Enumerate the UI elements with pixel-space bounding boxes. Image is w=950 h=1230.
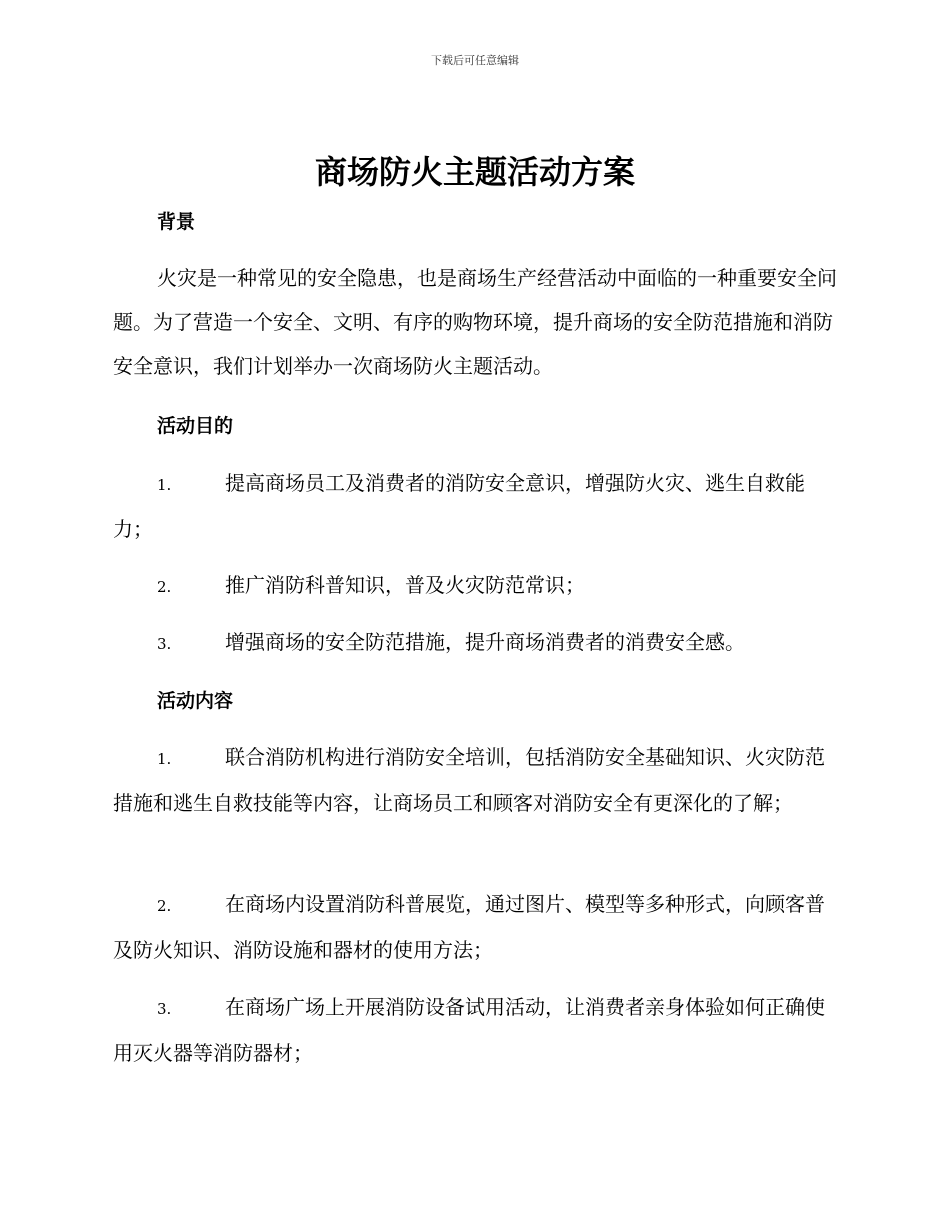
content-item-text: 联合消防机构进行消防安全培训，包括消防安全基础知识、火灾防范措施和逃生自救技能等内容，让商场员工和顾客对消防安全有更深化的了解；	[113, 745, 825, 815]
background-paragraph-block	[113, 256, 837, 388]
content-item-text: 在商场内设置消防科普展览，通过图片、模型等多种形式，向顾客普及防火知识、消防设施和器材的使用方法；	[113, 892, 825, 962]
content-item-number: 2.	[157, 897, 172, 915]
purpose-item-number: 1.	[157, 476, 172, 494]
purpose-item-text: 增强商场的安全防范措施，提升商场消费者的消费安全感。	[225, 630, 745, 654]
document-title: 商场防火主题活动方案	[314, 153, 635, 191]
content-item-number: 1.	[157, 750, 172, 768]
purpose-item-number: 3.	[157, 635, 172, 653]
content-item-text: 在商场广场上开展消防设备试用活动，让消费者亲身体验如何正确使用灭火器等消防器材；	[113, 995, 825, 1065]
purpose-item	[113, 461, 837, 551]
background-paragraph: 火灾是一种常见的安全隐患，也是商场生产经营活动中面临的一种重要安全问题。为了营造一个安全、文明、有序的购物环境，提升商场的安全防范措施和消防安全意识，我们计划举办一次商场防火主题活动。	[113, 266, 837, 378]
purpose-item-text: 提高商场员工及消费者的消防安全意识，增强防火灾、逃生自救能力；	[113, 471, 805, 541]
purpose-item-number: 2.	[157, 578, 172, 596]
page-header-note: 下载后可任意编辑	[431, 54, 519, 67]
content-item	[113, 882, 837, 972]
purpose-item	[113, 563, 837, 609]
section-heading-background: 背景	[157, 211, 196, 233]
section-heading-content: 活动内容	[157, 690, 234, 712]
purpose-item-text: 推广消防科普知识，普及火灾防范常识；	[225, 573, 585, 597]
section-heading-purpose: 活动目的	[157, 415, 234, 437]
purpose-item	[113, 620, 837, 666]
content-item	[113, 985, 837, 1075]
content-item	[113, 735, 837, 825]
content-item-number: 3.	[157, 1000, 172, 1018]
